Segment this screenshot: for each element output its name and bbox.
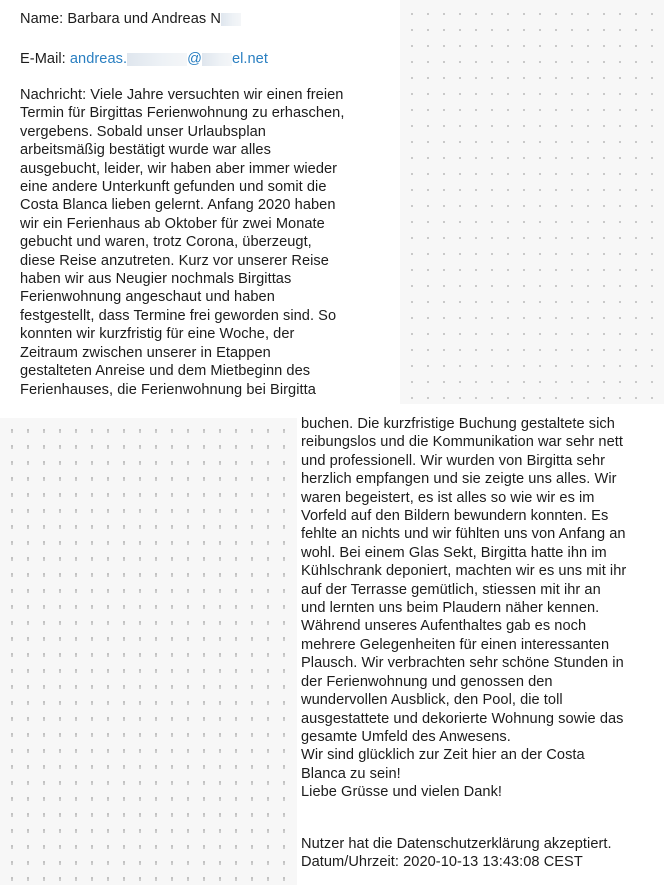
message-line: herzlich empfangen und sie zeigte uns alles. Wir: [301, 471, 617, 488]
message-line: vergebens. Sobald unser Urlaubsplan: [20, 123, 266, 140]
message-line: Kühlschrank deponiert, machten wir es uns mit ihr: [301, 563, 627, 580]
footer: [301, 835, 656, 872]
message-sheet-top: [0, 0, 400, 418]
message-line: Zeitraum zwischen unserer in Etappen: [20, 344, 271, 361]
message-line: ausgebucht, leider, wir haben aber immer wieder: [20, 160, 338, 177]
message-line: auf der Terrasse gemütlich, stiessen mit ihr an: [301, 581, 601, 598]
message-line: diese Reise anzutreten. Kurz vor unserer Reise: [20, 252, 329, 269]
message-line: ausgestattete und dekorierte Wohnung sowie das: [301, 710, 624, 727]
message-line: Wir sind glücklich zur Zeit hier an der Costa: [301, 747, 585, 764]
dot-grid-background: [0, 418, 297, 885]
name-label: Name:: [20, 11, 64, 27]
datetime-line: Datum/Uhrzeit: 2020-10-13 13:43:08 CEST: [301, 854, 583, 871]
message-line: buchen. Die kurzfristige Buchung gestaltete sich: [301, 416, 615, 432]
dot-grid-background: [400, 0, 664, 404]
message-line: reibungslos und die Kommunikation war sehr nett: [301, 434, 623, 451]
message-text-part-2: [301, 415, 656, 802]
message-line: Ferienwohnung angeschaut und haben: [20, 289, 275, 306]
name-value: Barbara und Andreas N: [67, 11, 221, 27]
message-line: gestalteten Anreise und dem Mietbeginn des: [20, 363, 311, 380]
redaction-mark: [221, 13, 241, 26]
message-line: fehlte an nichts und wir fühlten uns von Anfang an: [301, 526, 626, 543]
message-line: und lernten uns beim Plaudern näher kennen.: [301, 600, 600, 617]
name-line: [20, 10, 241, 28]
email-link[interactable]: [70, 51, 268, 67]
message-line: festgestellt, dass Termine frei geworden sind. So: [20, 307, 337, 324]
message-line: Termin für Birgittas Ferienwohnung zu erhaschen,: [20, 105, 345, 122]
message-line: wir ein Ferienhaus ab Oktober für zwei Monate: [20, 215, 325, 232]
message-line: Während unseres Aufenthaltes gab es noch: [301, 618, 587, 635]
message-text-part-1: [20, 86, 392, 399]
message-line: arbeitsmäßig bestätigt wurde war alles: [20, 142, 271, 159]
email-at: @: [187, 51, 202, 67]
message-line: Costa Blanca lieben gelernt. Anfang 2020 haben: [20, 197, 336, 214]
message-line: Plausch. Wir verbrachten sehr schöne Stunden in: [301, 655, 624, 672]
redaction-mark: [202, 53, 232, 66]
redaction-mark: [127, 53, 187, 66]
message-line: wohl. Bei einem Glas Sekt, Birgitta hatte ihn im: [301, 544, 607, 561]
privacy-note: Nutzer hat die Datenschutzerklärung akzeptiert.: [301, 836, 612, 852]
message-line: eine andere Unterkunft gefunden und somit die: [20, 179, 327, 196]
message-line: gesamte Umfeld des Anwesens.: [301, 728, 511, 745]
message-line: der Ferienwohnung und genossen den: [301, 673, 553, 690]
message-line: Nachricht: Viele Jahre versuchten wir einen freien: [20, 87, 344, 103]
message-line: wundervollen Ausblick, den Pool, die toll: [301, 692, 563, 709]
message-line: Vorfeld auf den Bildern bewundern konnten. Es: [301, 508, 609, 525]
email-start: andreas.: [69, 51, 128, 67]
message-line: Liebe Grüsse und vielen Dank!: [301, 784, 503, 801]
message-line: und professionell. Wir wurden von Birgitta sehr: [301, 452, 606, 469]
message-line: haben wir aus Neugier nochmals Birgittas: [20, 271, 292, 288]
email-line: [20, 50, 268, 68]
email-label: E-Mail:: [20, 51, 66, 67]
message-line: konnten wir kurzfristig für eine Woche, der: [20, 326, 295, 343]
email-end: el.net: [231, 51, 268, 67]
message-line: mehrere Gelegenheiten für einen interessanten: [301, 636, 610, 653]
message-line: gebucht und waren, trotz Corona, überzeugt,: [20, 234, 312, 251]
message-line: Blanca zu sein!: [301, 765, 401, 782]
message-line: waren begeistert, es ist alles so wie wir es im: [301, 489, 595, 506]
message-line: Ferienhauses, die Ferienwohnung bei Birgitta: [20, 381, 316, 398]
